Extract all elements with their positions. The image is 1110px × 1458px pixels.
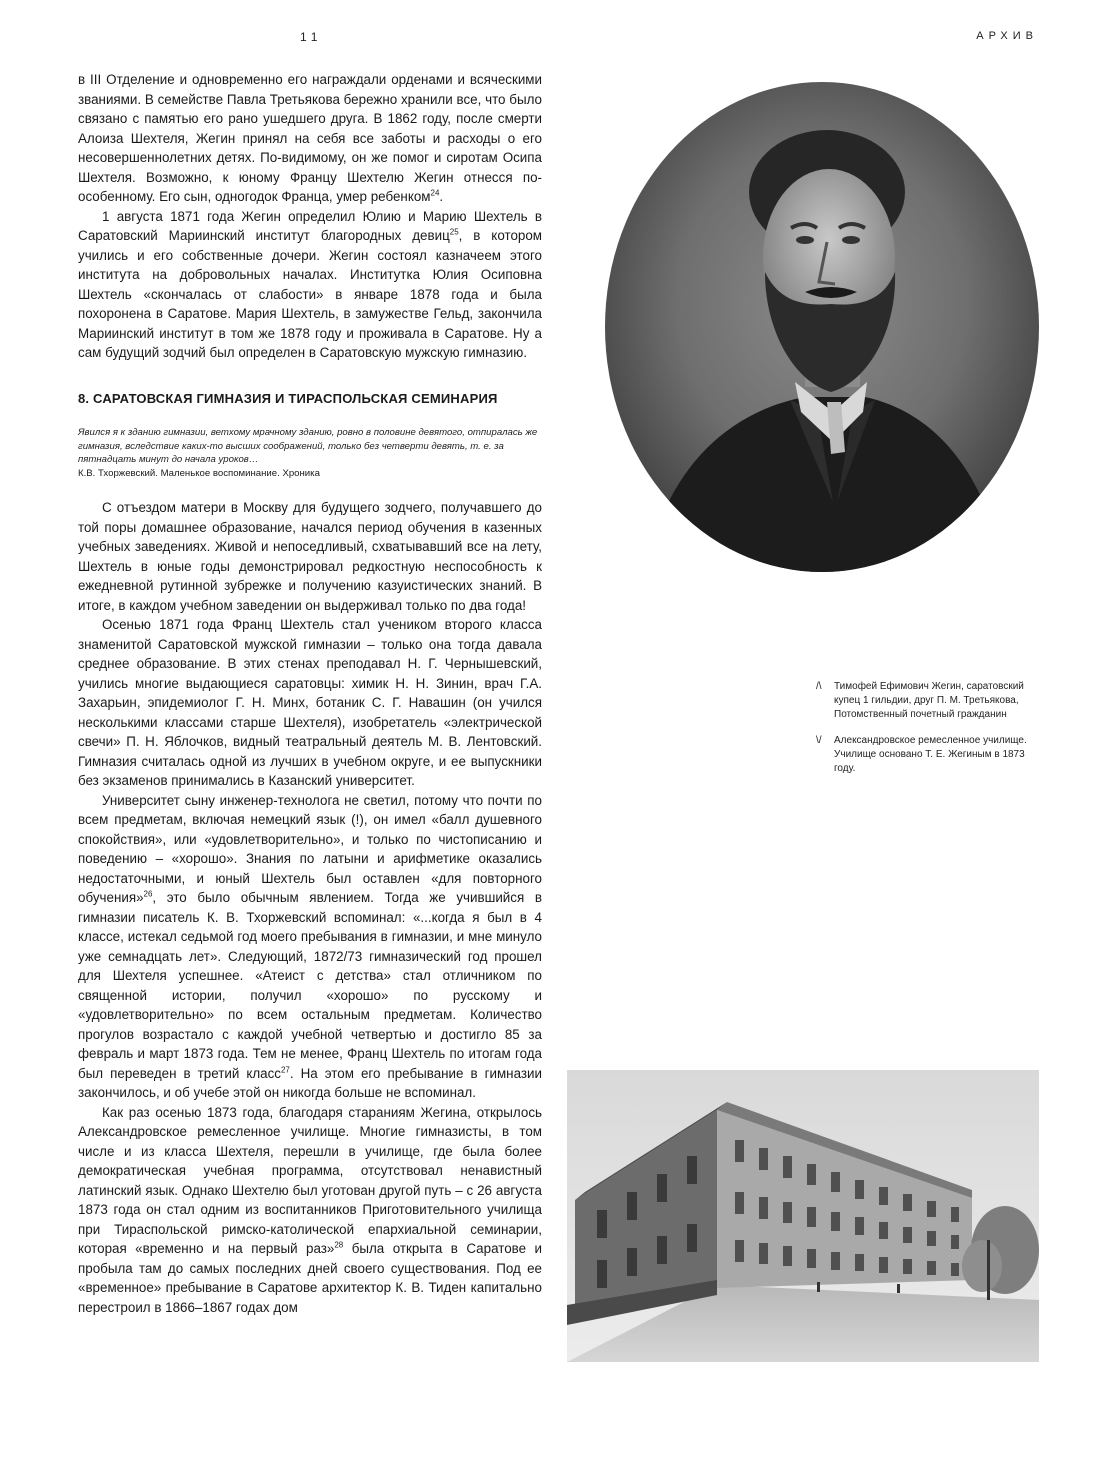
section-heading: 8. САРАТОВСКАЯ ГИМНАЗИЯ И ТИРАСПОЛЬСКАЯ СЕМИНАРИЯ (78, 390, 498, 406)
paragraph-5-text-b: , это было обычным явлением. Тогда же учившийся в гимназии писатель К. В. Тхоржевский вспоминал: «...когда я был в 4 классе, истекал седьмой год моего пребывания в гимназии, и мне минуло уже семнадцать лет». Следующий, 1872/73 гимназический год прошел для Шехтеля успешнее. «Атеист с детства» стал отличником по священной истории, получил «хорошо» по русскому и «удовлетворительно» по всем остальным предметам. Количество прогулов возрастало с каждой учебной четвертью и достигло 85 за февраль и март 1873 года. Тем не менее, Франц Шехтель по итогам года был переведен в третий класс (78, 890, 542, 1081)
portrait-photo (605, 82, 1039, 572)
paragraph-2-text-b: , в котором учились и его собственные дочери. Жегин состоял казначеем этого института на добровольных началах. Институтка Юлия Осиповна Шехтель «скончалась от слабости» в январе 1878 года и была похоронена в Саратове. Мария Шехтель, в замужестве Гельд, закончила Мариинский институт в том же 1878 году и проживала в Саратове. Ну а сам будущий зодчий был определен в Саратовскую мужскую гимназию. (78, 228, 542, 360)
caption-building (816, 734, 1041, 776)
paragraph-5 (78, 791, 542, 1103)
paragraph-2 (78, 207, 542, 363)
paragraph-6-text-a: Как раз осенью 1873 года, благодаря стараниям Жегина, открылось Александровское ремесленное училище. Многие гимназисты, в том числе и из класса Шехтеля, перешли в училище, где была более демократическая учебная программа, отсутствовал ненавистный латинский язык. Однако Шехтелю был уготован другой путь – с 26 августа 1873 года он стал одним из воспитанников Приготовительного училища при Тираспольской римско-католической епархиальной семинарии, которая «временно и на первый раз» (78, 1104, 542, 1256)
article-body (78, 70, 542, 1317)
paragraph-3: С отъездом матери в Москву для будущего зодчего, получавшего до той поры домашнее образование, начался период обучения в казенных учебных заведениях. Живой и непоседливый, схватывавший все на лету, Шехтель в юные годы демонстрировал редкостную неспособность к ежедневной рутинной зубрежке и получению казуистических знаний. В итоге, в каждом учебном заведении он выдерживал только по два года! (78, 500, 542, 613)
paragraph-5-text-a: Университет сыну инженер-технолога не светил, потому что почти по всем предметам, включая немецкий язык (!), он имел «балл душевного спокойствия», или «удовлетворительно», и только по чистописанию и поведению – «хорошо». Знания по латыни и арифметике оказались недостаточными, и юный Шехтель был оставлен «для повторного обучения» (78, 792, 542, 905)
paragraph-6 (78, 1103, 542, 1318)
epigraph-source: К.В. Тхоржевский. Маленькое воспоминание. Хроника (78, 467, 320, 479)
caption-portrait-text: Тимофей Ефимович Жегин, саратовский купец 1 гильдии, друг П. М. Третьякова, Потомственный почетный гражданин (834, 681, 1024, 720)
footnote-25: 25 (449, 227, 459, 237)
paragraph-1-end: . (439, 189, 444, 204)
paragraph-2-text-a: 1 августа 1871 года Жегин определил Юлию и Марию Шехтель в Саратовский Мариинский институт благородных девиц (78, 208, 542, 243)
section-title: АРХИВ (976, 30, 1038, 42)
paragraph-1 (78, 70, 542, 207)
paragraph-1-text: в III Отделение и одновременно его награждали орденами и всяческими званиями. В семействе Павла Третьякова бережно хранили все, что было связано с памятью его рано ушедшего друга. В 1862 году, после смерти Алоиза Шехтеля, Жегин принял на себя все заботы и расходы о его несовершеннолетних детях. По-видимому, он же помог и сиротам Осипа Шехтеля. Возможно, к юному Францу Шехтелю Жегин отнесся по-особенному. Его сын, одногодок Франца, умер ребенком (78, 72, 542, 204)
page-number: 11 (300, 30, 323, 44)
paragraph-5-text-c: . На этом его пребывание в гимназии закончилось, и об учебе этой он никогда больше не вспоминал. (78, 1065, 542, 1100)
paragraph-4: Осенью 1871 года Франц Шехтель стал учеником второго класса знаменитой Саратовской мужской гимназии – только она тогда давала среднее образование. В этих стенах преподавал Н. Г. Чернышевский, учились многие выдающиеся саратовцы: химик Н. Н. Зинин, врач Г.А. Захарьин, эпидемиолог Г. Н. Минх, ботаник С. Г. Навашин (он учился несколькими классами старше Шехтеля), изобретатель «электрической свечи» П. Н. Яблочков, видный театральный деятель М. В. Лентовский. Гимназия считалась одной из лучших в учебном округе, и ее выпускники без экзаменов принимались в Казанский университет. (78, 617, 542, 788)
epigraph: Явился я к зданию гимназии, ветхому мрачному зданию, ровно в половине девятого, отпиралась же гимназия, вследствие каких-то высших соображений, только без четверти девять, т. е. за пятнадцать минут до начала уроков… (78, 427, 538, 465)
caption-portrait (816, 680, 1041, 722)
caption-building-text: Александровское ремесленное училище. Училище основано Т. Е. Жегиным в 1873 году. (834, 735, 1027, 774)
footnote-26: 26 (143, 889, 153, 899)
footnote-27: 27 (280, 1065, 290, 1075)
photo-captions (816, 680, 1041, 788)
footnote-24: 24 (430, 188, 440, 198)
paragraph-6-text-b: была открыта в Саратове и пробыла там до самых последних дней своего существования. Под ее «временное» пребывание в Саратове архитектор К. В. Тиден капитально перестроил в 1866–1867 годах дом (78, 1241, 542, 1315)
arrow-up-icon: /\ (816, 681, 822, 692)
footnote-28: 28 (334, 1240, 344, 1250)
arrow-down-icon: \/ (816, 735, 822, 746)
building-photo (567, 1070, 1039, 1362)
